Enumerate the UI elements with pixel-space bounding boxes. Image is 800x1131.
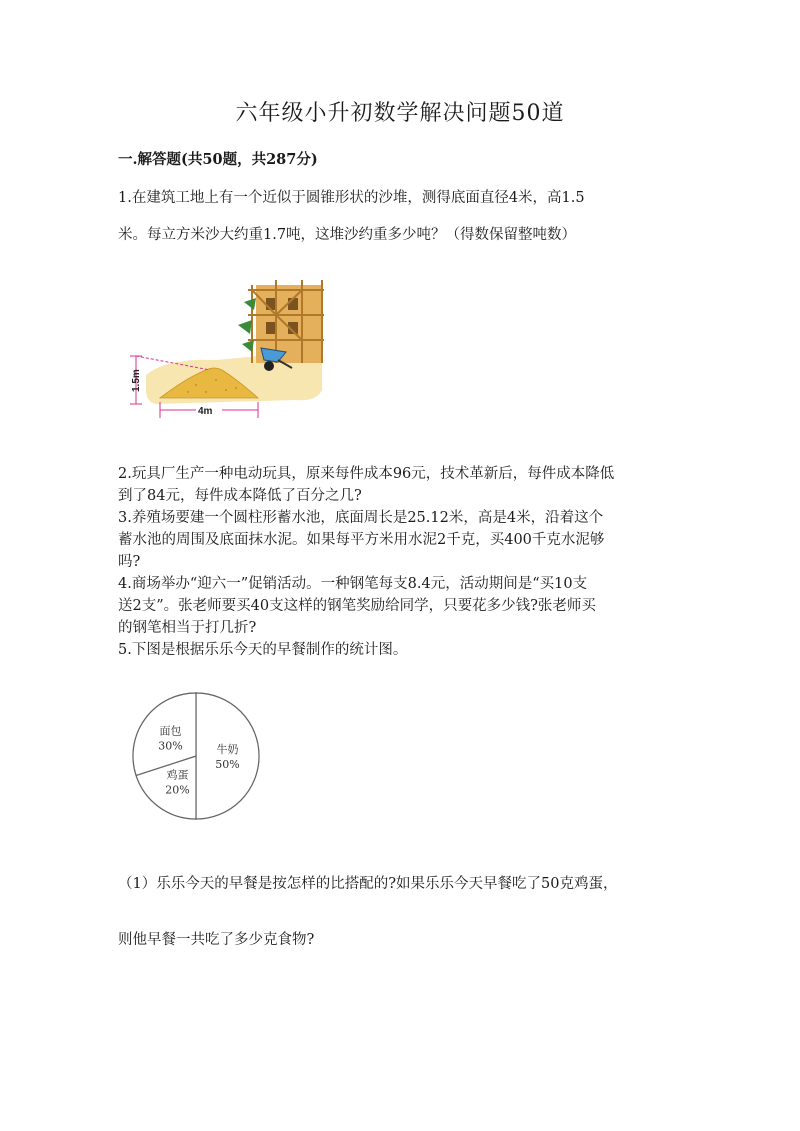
section-heading: 一.解答题(共50题，共287分) — [118, 151, 318, 168]
q3-line2: 蓄水池的周围及底面抹水泥。如果每平方米用水泥2千克，买400千克水泥够 — [118, 532, 605, 548]
q4-line1: 4.商场举办“迎六一”促销活动。一种钢笔每支8.4元，活动期间是“买10支 — [118, 576, 588, 592]
q3-line3: 吗? — [118, 554, 141, 570]
sand-pile-figure — [126, 280, 326, 425]
q5-sub1-line2: 则他早餐一共吃了多少克食物? — [118, 932, 315, 948]
pie-value-label: 50% — [215, 758, 240, 771]
pie-category-label: 牛奶 — [216, 743, 239, 756]
pie-category-label: 鸡蛋 — [166, 768, 189, 782]
height-label: 1.5m — [131, 369, 142, 392]
q4-line3: 的钢笔相当于打几折? — [118, 620, 257, 636]
q2-line1: 2.玩具厂生产一种电动玩具，原来每件成本96元，技术革新后，每件成本降低 — [118, 466, 615, 482]
pie-category-label: 面包 — [159, 724, 182, 738]
pie-value-label: 20% — [165, 783, 190, 797]
width-label: 4m — [198, 406, 213, 417]
q1-line2: 米。每立方米沙大约重1.7吨，这堆沙约重多少吨？（得数保留整吨数） — [118, 227, 577, 243]
q2-line2: 到了84元，每件成本降低了百分之几? — [118, 488, 362, 504]
scaffold-building — [248, 280, 324, 363]
q1-line1: 1.在建筑工地上有一个近似于圆锥形状的沙堆，测得底面直径4米，高1.5 — [118, 190, 585, 206]
pie-slice-0 — [196, 693, 259, 819]
pie-value-label: 30% — [158, 739, 183, 753]
safety-net-icon — [238, 298, 256, 352]
q3-line1: 3.养殖场要建一个圆柱形蓄水池，底面周长是25.12米，高是4米，沿着这个 — [118, 510, 604, 526]
breakfast-pie-chart — [128, 690, 268, 826]
q4-line2: 送2支”。张老师要买40支这样的钢笔奖励给同学，只要花多少钱?张老师买 — [118, 598, 596, 614]
q5-sub1-line1: （1）乐乐今天的早餐是按怎样的比搭配的?如果乐乐今天早餐吃了50克鸡蛋， — [118, 876, 618, 892]
q5-line1: 5.下图是根据乐乐今天的早餐制作的统计图。 — [118, 642, 408, 658]
page-title: 六年级小升初数学解决问题50道 — [235, 101, 565, 126]
